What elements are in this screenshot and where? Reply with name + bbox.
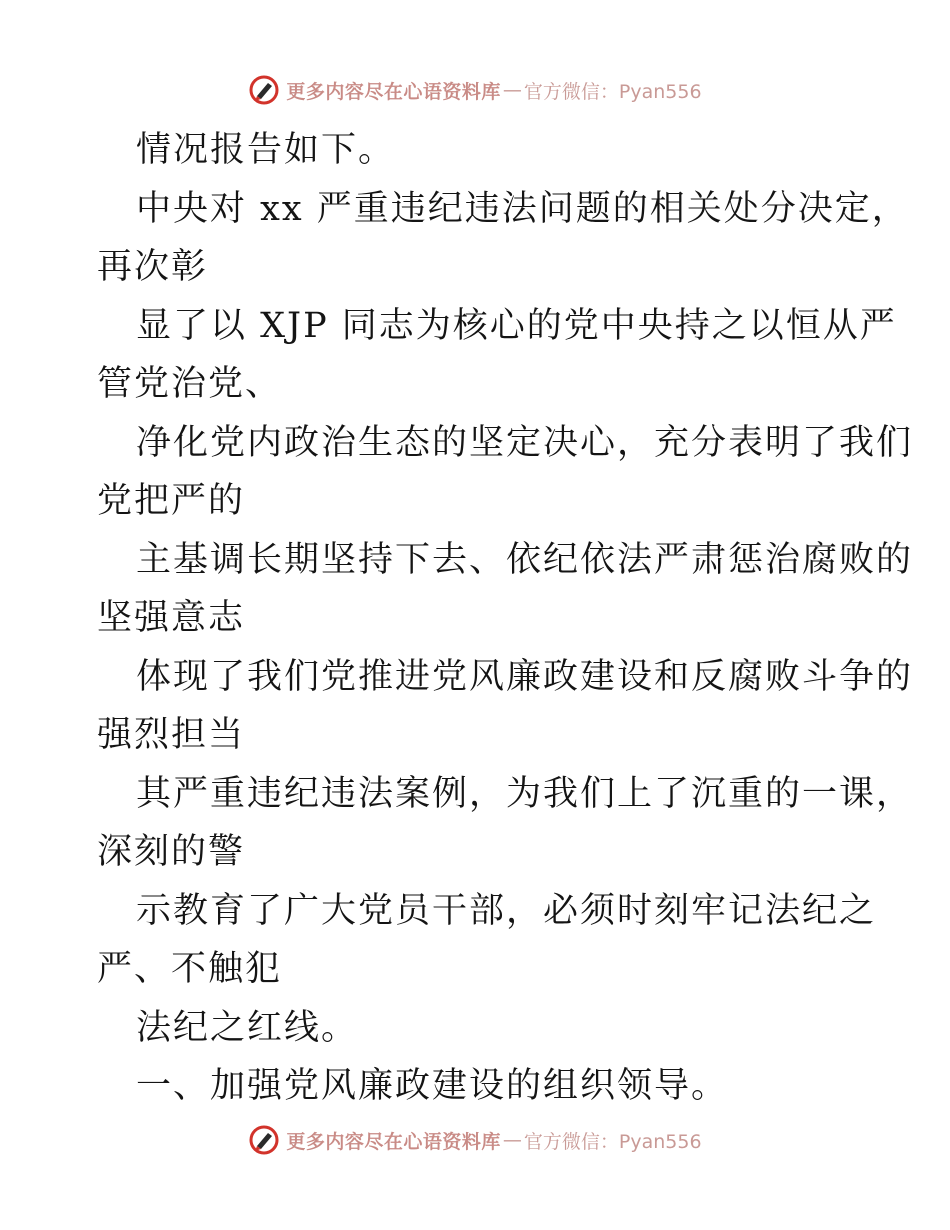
- watermark-text: 更多内容尽在心语资料库: [286, 80, 501, 103]
- paragraph-line: 中央对 xx 严重违纪违法问题的相关处分决定，: [136, 188, 909, 229]
- paragraph-line-continuation: 管党治党、: [97, 364, 283, 404]
- paragraph-line: 其严重违纪违法案例，为我们上了沉重的一课，: [136, 773, 914, 814]
- watermark-text: 更多内容尽在心语资料库: [286, 1130, 501, 1153]
- paragraph-line-continuation: 严、不触犯: [97, 949, 283, 989]
- pen-logo-icon: [248, 74, 280, 106]
- paragraph-line: 法纪之红线。: [136, 1007, 359, 1048]
- paragraph-line: 净化党内政治生态的坚定决心，充分表明了我们: [136, 422, 914, 463]
- paragraph-line-continuation: 党把严的: [97, 481, 246, 521]
- section-heading: 一、加强党风廉政建设的组织领导。: [136, 1066, 729, 1106]
- watermark-contact: 官方微信：Pyan556: [523, 80, 702, 103]
- paragraph-line: 主基调长期坚持下去、依纪依法严肃惩治腐败的: [136, 539, 914, 580]
- watermark-separator: —: [502, 79, 522, 101]
- paragraph-line: 体现了我们党推进党风廉政建设和反腐败斗争的: [136, 656, 914, 697]
- paragraph-line-continuation: 强烈担当: [97, 715, 246, 755]
- watermark-separator: —: [502, 1129, 522, 1151]
- watermark-contact: 官方微信：Pyan556: [523, 1130, 702, 1153]
- paragraph-line: 情况报告如下。: [136, 130, 396, 170]
- paragraph-line: 显了以 XJP 同志为核心的党中央持之以恒从严: [136, 305, 897, 346]
- paragraph-line-continuation: 再次彰: [97, 247, 209, 287]
- pen-logo-icon: [248, 1124, 280, 1156]
- document-body: [0, 121, 950, 1116]
- header-watermark: [0, 70, 950, 110]
- footer-watermark: [0, 1120, 950, 1160]
- paragraph-line: 示教育了广大党员干部，必须时刻牢记法纪之: [136, 890, 877, 931]
- paragraph-line-continuation: 深刻的警: [97, 832, 246, 872]
- paragraph-line-continuation: 坚强意志: [97, 598, 246, 638]
